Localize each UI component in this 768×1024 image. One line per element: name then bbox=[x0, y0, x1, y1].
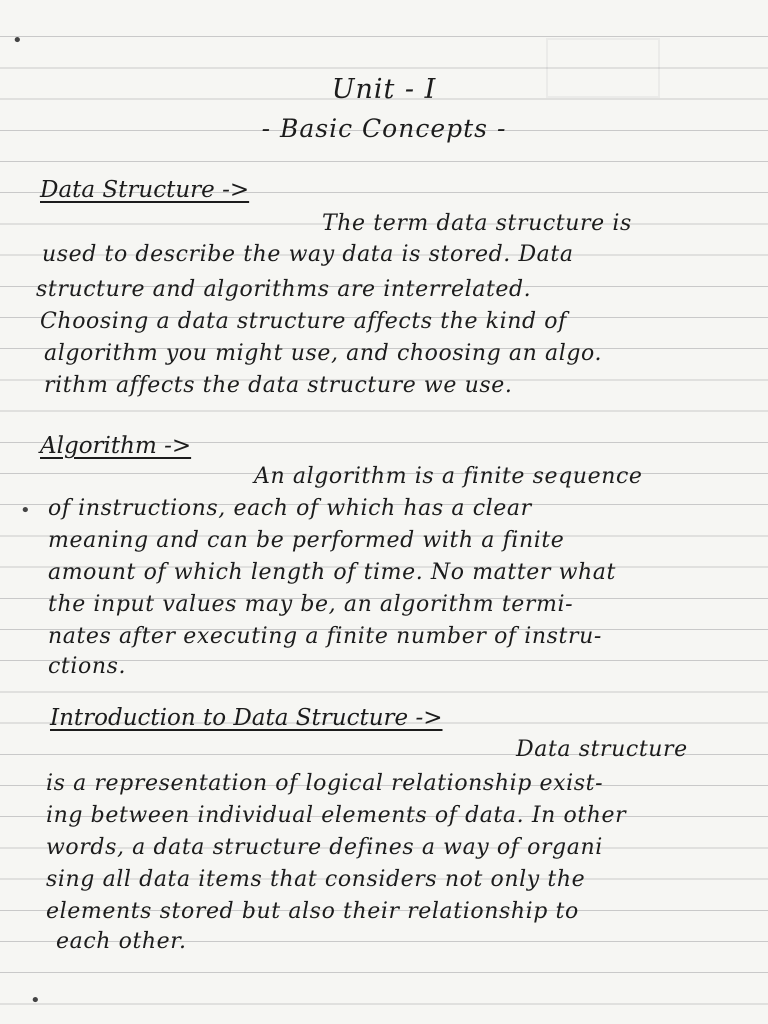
margin-mark: • bbox=[30, 990, 41, 1011]
section-line: sing all data items that considers not only the bbox=[46, 867, 586, 892]
section-line: of instructions, each of which has a clear bbox=[48, 496, 532, 521]
section-line: ctions. bbox=[48, 654, 127, 679]
section-line: algorithm you might use, and choosing an algo. bbox=[44, 341, 603, 366]
section-line: meaning and can be performed with a finite bbox=[48, 528, 565, 553]
margin-mark: • bbox=[20, 500, 31, 521]
section-line: is a representation of logical relationship exist- bbox=[46, 771, 604, 796]
section-line: structure and algorithms are interrelated. bbox=[36, 277, 532, 302]
section-line: used to describe the way data is stored. Data bbox=[42, 242, 574, 267]
section-line: ing between individual elements of data. In other bbox=[46, 803, 627, 828]
section-line: amount of which length of time. No matter what bbox=[48, 560, 616, 585]
section-line: Data structure bbox=[516, 737, 688, 762]
section-heading-introduction: Introduction to Data Structure -> bbox=[50, 705, 443, 731]
section-line: words, a data structure defines a way of organi bbox=[46, 835, 603, 860]
section-line: An algorithm is a finite sequence bbox=[254, 464, 643, 489]
section-heading-data-structure: Data Structure -> bbox=[40, 177, 250, 203]
section-line: The term data structure is bbox=[322, 211, 632, 236]
section-heading-algorithm: Algorithm -> bbox=[40, 433, 192, 459]
section-line: rithm affects the data structure we use. bbox=[44, 373, 513, 398]
section-line: elements stored but also their relationship to bbox=[46, 899, 579, 924]
section-line: nates after executing a finite number of instru- bbox=[48, 624, 602, 649]
margin-mark: • bbox=[12, 30, 23, 51]
unit-title: Unit - I bbox=[331, 74, 437, 105]
section-line: Choosing a data structure affects the kind of bbox=[40, 309, 567, 334]
section-line: each other. bbox=[56, 929, 187, 954]
section-line: the input values may be, an algorithm termi- bbox=[48, 592, 574, 617]
page-subtitle: - Basic Concepts - bbox=[261, 114, 507, 143]
